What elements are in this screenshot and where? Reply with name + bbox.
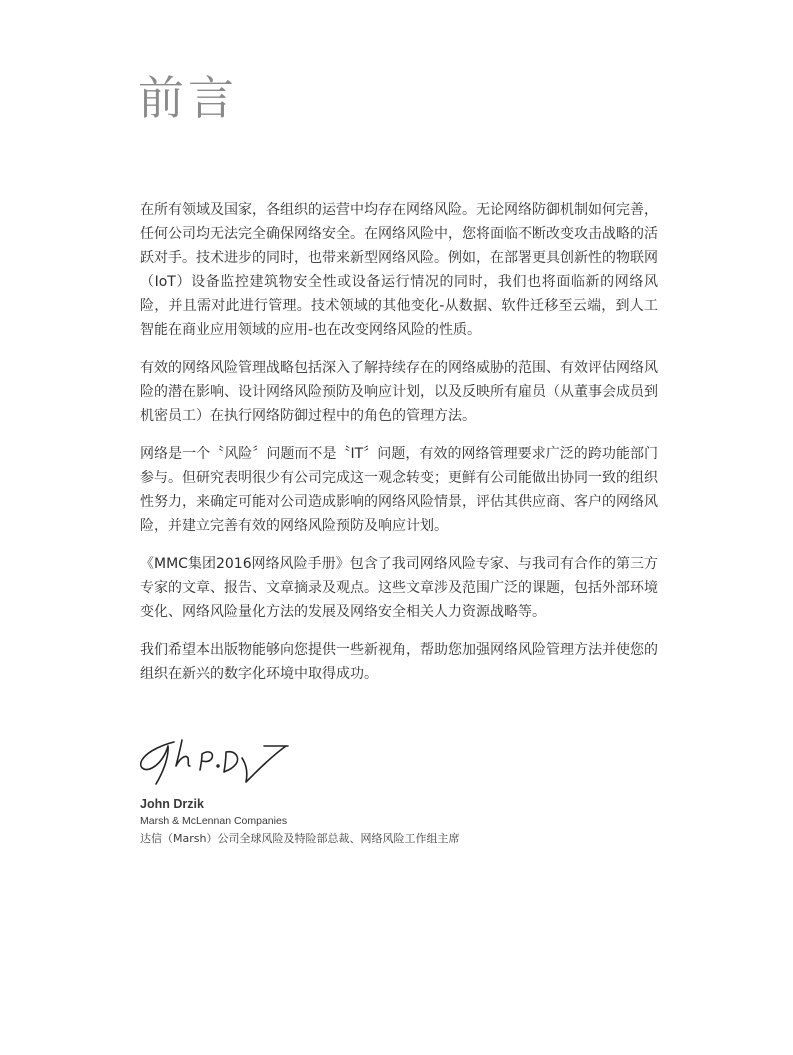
signatory-company: Marsh & McLennan Companies [140, 815, 288, 827]
signature-block [140, 795, 459, 847]
signatory-name: John Drzik [140, 797, 204, 811]
signatory-role: 达信（Marsh）公司全球风险及特险部总裁、网络风险工作组主席 [140, 832, 460, 845]
page-title: 前言 [138, 71, 238, 125]
paragraph-4: 《MMC集团2016网络风险手册》包含了我司网络风险专家、与我司有合作的第三方专家的文章、报告、文章摘录及观点。这些文章涉及范围广泛的课题，包括外部环境变化、网络风险量化方法的发展及网络安全相关人力资源战略等。 [140, 556, 658, 620]
paragraph-2: 有效的网络风险管理战略包括深入了解持续存在的网络威胁的范围、有效评估网络风险的潜在影响、设计网络风险预防及响应计划，以及反映所有雇员（从董事会成员到机密员工）在执行网络防御过程中的角色的管理方法。 [140, 360, 658, 424]
preface-body [140, 198, 658, 700]
paragraph-1: 在所有领域及国家，各组织的运营中均存在网络风险。无论网络防御机制如何完善，任何公司均无法完全确保网络安全。在网络风险中，您将面临不断改变攻击战略的活跃对手。技术进步的同时，也带来新型网络风险。例如，在部署更具创新性的物联网（IoT）设备监控建筑物安全性或设备运行情况的同时，我们也将面临新的网络风险，并且需对此进行管理。技术领域的其他变化-从数据、软件迁移至云端，到人工智能在商业应用领域的应用-也在改变网络风险的性质。 [140, 202, 658, 338]
paragraph-3: 网络是一个〝风险〞问题而不是〝IT〞问题，有效的网络管理要求广泛的跨功能部门参与。但研究表明很少有公司完成这一观念转变；更鲜有公司能做出协同一致的组织性努力，来确定可能对公司造成影响的网络风险情景，评估其供应商、客户的网络风险，并建立完善有效的网络风险预防及响应计划。 [140, 446, 658, 534]
handwritten-signature [136, 732, 296, 794]
paragraph-5: 我们希望本出版物能够向您提供一些新视角，帮助您加强网络风险管理方法并使您的组织在新兴的数字化环境中取得成功。 [140, 642, 658, 682]
